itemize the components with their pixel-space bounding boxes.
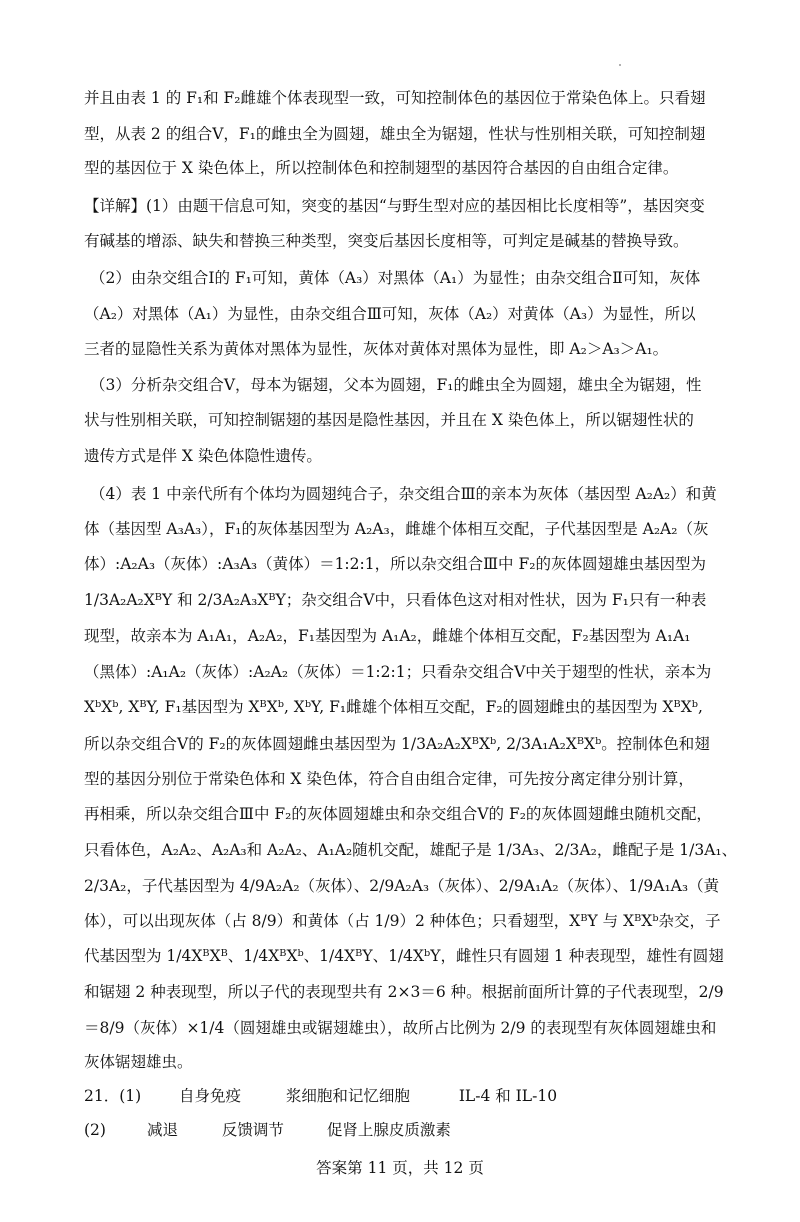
question-21-part-2 <box>84 1120 724 1140</box>
body-line: XᵇXᵇ, XᴮY, F₁基因型为 XᴮXᵇ, XᵇY, F₁雌雄个体相互交配，F₂的圆翅雌虫的基因型为 XᴮXᵇ, <box>84 698 703 716</box>
body-line: 和锯翅 2 种表现型，所以子代的表现型共有 2×3＝6 种。根据前面所计算的子代表现型，2/9 <box>84 983 724 1001</box>
scan-dot <box>619 64 621 66</box>
body-line: （2）由杂交组合Ⅰ的 F₁可知，黄体（A₃）对黑体（A₁）为显性；由杂交组合Ⅱ可知，灰体 <box>90 269 701 287</box>
body-line: 【详解】(1）由题干信息可知，突变的基因“与野生型对应的基因相比长度相等”，基因突变 <box>84 197 705 215</box>
body-line: 型的基因分别位于常染色体和 X 染色体，符合自由组合定律，可先按分离定律分别计算， <box>84 770 694 788</box>
body-line: 所以杂交组合V的 F₂的灰体圆翅雌虫基因型为 1/3A₂A₂XᴮXᵇ, 2/3A₁A₂XᴮXᵇ。控制体色和翅 <box>84 735 710 753</box>
body-line: 型的基因位于 X 染色体上，所以控制体色和控制翅型的基因符合基因的自由组合定律。 <box>84 159 679 177</box>
body-line: 现型，故亲本为 A₁A₁，A₂A₂，F₁基因型为 A₁A₂，雌雄个体相互交配，F₂基因型为 A₁A₁ <box>84 627 691 645</box>
body-line: 遗传方式是伴 X 染色体隐性遗传。 <box>84 447 322 465</box>
body-line: 代基因型为 1/4XᴮXᴮ、1/4XᴮXᵇ、1/4XᴮY、1/4XᵇY，雌性只有圆翅 1 种表现型，雄性有圆翅 <box>84 947 724 965</box>
answer-cells: 浆细胞和记忆细胞 <box>285 1087 410 1105</box>
answer-interleukins: IL-4 和 IL-10 <box>458 1087 558 1105</box>
body-line: 只看体色，A₂A₂、A₂A₃和 A₂A₂、A₁A₂随机交配，雄配子是 1/3A₃、2/3A₂，雌配子是 1/3A₁、 <box>84 841 738 859</box>
body-line: （A₂）对黑体（A₁）为显性，由杂交组合Ⅲ可知，灰体（A₂）对黄体（A₃）为显性，所以 <box>84 305 696 323</box>
answer-acth: 促肾上腺皮质激素 <box>326 1121 451 1139</box>
body-line: 有碱基的增添、缺失和替换三种类型，突变后基因长度相等，可判定是碱基的替换导致。 <box>84 232 689 250</box>
body-line: （4）表 1 中亲代所有个体均为圆翅纯合子，杂交组合Ⅲ的亲本为灰体（基因型 A₂A₂）和黄 <box>90 485 717 503</box>
body-line: 体（基因型 A₃A₃），F₁的灰体基因型为 A₂A₃，雌雄个体相互交配，子代基因型是 A₂A₂（灰 <box>84 520 709 538</box>
question-number: 21．(1) <box>84 1087 142 1105</box>
sub-question-number: (2) <box>84 1121 106 1139</box>
body-line: 2/3A₂，子代基因型为 4/9A₂A₂（灰体）、2/9A₂A₃（灰体）、2/9A₁A₂（灰体）、1/9A₁A₃（黄 <box>84 877 720 895</box>
body-line: 灰体锯翅雄虫。 <box>84 1053 193 1071</box>
body-line: 状与性别相关联，可知控制锯翅的基因是隐性基因，并且在 X 染色体上，所以锯翅性状的 <box>84 411 694 429</box>
answer-feedback: 反馈调节 <box>221 1121 284 1139</box>
body-line: 三者的显隐性关系为黄体对黑体为显性，灰体对黄体对黑体为显性，即 A₂＞A₃＞A₁。 <box>84 340 669 358</box>
body-line: （3）分析杂交组合V，母本为锯翅，父本为圆翅，F₁的雌虫全为圆翅，雄虫全为锯翅，性 <box>90 376 702 394</box>
body-line: （黑体）:A₁A₂（灰体）:A₂A₂（灰体）＝1:2:1；只看杂交组合V中关于翅型的性状，亲本为 <box>84 663 712 681</box>
body-line: 体），可以出现灰体（占 8/9）和黄体（占 1/9）2 种体色；只看翅型，XᴮY 与 XᴮXᵇ杂交，子 <box>84 912 721 930</box>
answer-autoimmune: 自身免疫 <box>178 1087 241 1105</box>
body-line: 型，从表 2 的组合V，F₁的雌虫全为圆翅，雄虫全为锯翅，性状与性别相关联，可知控制翅 <box>84 125 706 143</box>
body-line: 1/3A₂A₂XᴮY 和 2/3A₂A₃XᴮY；杂交组合V中，只看体色这对相对性状，因为 F₁只有一种表 <box>84 591 707 609</box>
body-line: 体）:A₂A₃（灰体）:A₃A₃（黄体）＝1:2:1，所以杂交组合Ⅲ中 F₂的灰体圆翅雄虫基因型为 <box>84 555 706 573</box>
body-line: 再相乘，所以杂交组合Ⅲ中 F₂的灰体圆翅雄虫和杂交组合V的 F₂的灰体圆翅雌虫随机交配， <box>84 805 712 823</box>
body-line: 并且由表 1 的 F₁和 F₂雌雄个体表现型一致，可知控制体色的基因位于常染色体上。只看翅 <box>84 89 706 107</box>
body-line: ＝8/9（灰体）×1/4（圆翅雄虫或锯翅雄虫），故所占比例为 2/9 的表现型有灰体圆翅雄虫和 <box>84 1019 717 1037</box>
question-21-part-1 <box>84 1086 724 1106</box>
answer-decline: 减退 <box>146 1121 178 1139</box>
page-footer: 答案第 11 页，共 12 页 <box>316 1159 484 1177</box>
